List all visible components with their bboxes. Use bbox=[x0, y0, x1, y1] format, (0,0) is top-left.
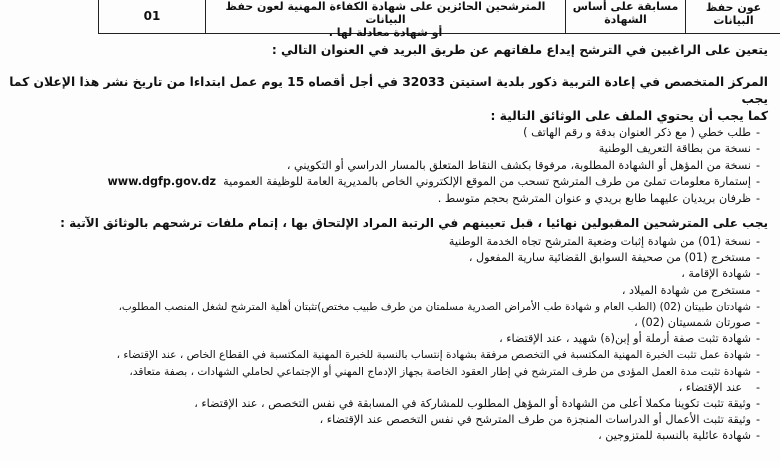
list-item-with-url bbox=[20, 174, 760, 190]
recruitment-mode-label: مسابقة على أساس الشهادة bbox=[572, 0, 679, 26]
condition-line-1: المترشحين الحائزين على شهادة الكفاءة المهنية لعون حفظ البيانات bbox=[225, 0, 546, 26]
list-item: - طلب خطي ( مع ذكر العنوان بدقة و رقم الهاتف ) bbox=[20, 125, 760, 141]
list-item: - مستخرج من شهادة الميلاد ، bbox=[20, 283, 760, 299]
address-line-1: المركز المتخصص في إعادة التربية ذكور بلدية استيتن 32033 في أجل أقصاه 15 يوم عمل ابتداءا من تاريخ نشر هذا الإعلان كما يجب bbox=[9, 75, 768, 106]
position-type-cell bbox=[685, 0, 780, 33]
list-item: - شهادتان طبيتان (02) (الطب العام و شهادة طب الأمراض الصدرية مسلمتان من طرف طبيب مختص)تثبتان أهلية المترشح لشغل المنصب المطلوب، bbox=[20, 299, 760, 315]
list-item: - مستخرج (01) من صحيفة السوابق القضائية سارية المفعول ، bbox=[20, 250, 760, 266]
list-item-text: إستمارة معلومات تملئ من طرف المترشح تسحب من الموقع الإلكتروني الخاص بالمديرية العامة للوظيفة العمومية bbox=[223, 175, 751, 189]
list-item: - نسخة (01) من شهادة إثبات وضعية المترشح تجاه الخدمة الوطنية bbox=[20, 234, 760, 250]
positions-count-cell bbox=[99, 0, 205, 33]
recruitment-mode-cell bbox=[565, 0, 685, 33]
list-item: - صورتان شمسيتان (02) ، bbox=[20, 315, 760, 331]
list-item: - شهادة تثبت مدة العمل المؤدى من طرف المترشح في إطار العقود الخاصة بجهاز الإدماج المهني أو الإجتماعي لحاملي الشهادات ، بصفة متعاقد، bbox=[20, 364, 760, 380]
list-item: - ظرفان بريديان عليهما طابع بريدي و عنوان المترشح بحجم متوسط . bbox=[20, 191, 760, 207]
list-item: - شهادة الإقامة ، bbox=[20, 266, 760, 282]
list-item: - نسخة من بطاقة التعريف الوطنية bbox=[20, 141, 760, 157]
accepted-candidates-heading: يجب على المترشحين المقبولين نهائيا ، قبل تعيينهم في الرتبة المراد الإلتحاق بها ، إتمام ملفات ترشحهم بالوثائق الآتية : bbox=[60, 216, 768, 230]
list-item: - شهادة عمل تثبت الخبرة المهنية المكتسبة في التخصص مرفقة بشهادة إنتساب بالنسبة للخبرة المهنية المكتسبة في القطاع الخاص ، عند الإقتضاء ، bbox=[20, 347, 760, 363]
position-type-label: عون حفظ البيانات bbox=[705, 1, 762, 27]
required-documents-list bbox=[20, 125, 760, 207]
list-item: - نسخة من المؤهل أو الشهادة المطلوبة، مرفوقا بكشف النقاط المتعلق بالمسار الدراسي أو التكويني ، bbox=[20, 158, 760, 174]
list-item: - وثيقة تثبت الأعمال أو الدراسات المنجزة من طرف المترشح في نفس التخصص عند الإقتضاء ، bbox=[20, 412, 760, 428]
submission-intro: يتعين على الراغبين في الترشح إيداع ملفاتهم عن طريق البريد في العنوان التالي : bbox=[271, 43, 768, 57]
list-item: - وثيقة تثبت تكوينا مكملا أعلى من الشهادة أو المؤهل المطلوب للمشاركة في المسابقة في نفس التخصص ، عند الإقتضاء ، bbox=[20, 396, 760, 412]
list-item: - شهادة عائلية بالنسبة للمتزوجين ، bbox=[20, 428, 760, 444]
address-paragraph bbox=[8, 74, 768, 125]
positions-table-row bbox=[98, 0, 780, 39]
list-item-continuation: - عند الإقتضاء ، bbox=[20, 380, 760, 396]
condition-line-2: أو شهادة معادلة لها . bbox=[328, 26, 443, 39]
list-item: - شهادة تثبت صفة أرملة أو إبن(ة) شهيد ، عند الإقتضاء ، bbox=[20, 331, 760, 347]
positions-count: 01 bbox=[143, 9, 161, 23]
page-bottom-fade bbox=[0, 458, 780, 470]
conditions-cell bbox=[205, 0, 565, 39]
address-line-2: كما يجب أن يحتوي الملف على الوثائق التالية : bbox=[490, 109, 768, 123]
website-link[interactable]: www.dgfp.gov.dz bbox=[107, 175, 216, 189]
final-documents-list bbox=[20, 234, 760, 445]
